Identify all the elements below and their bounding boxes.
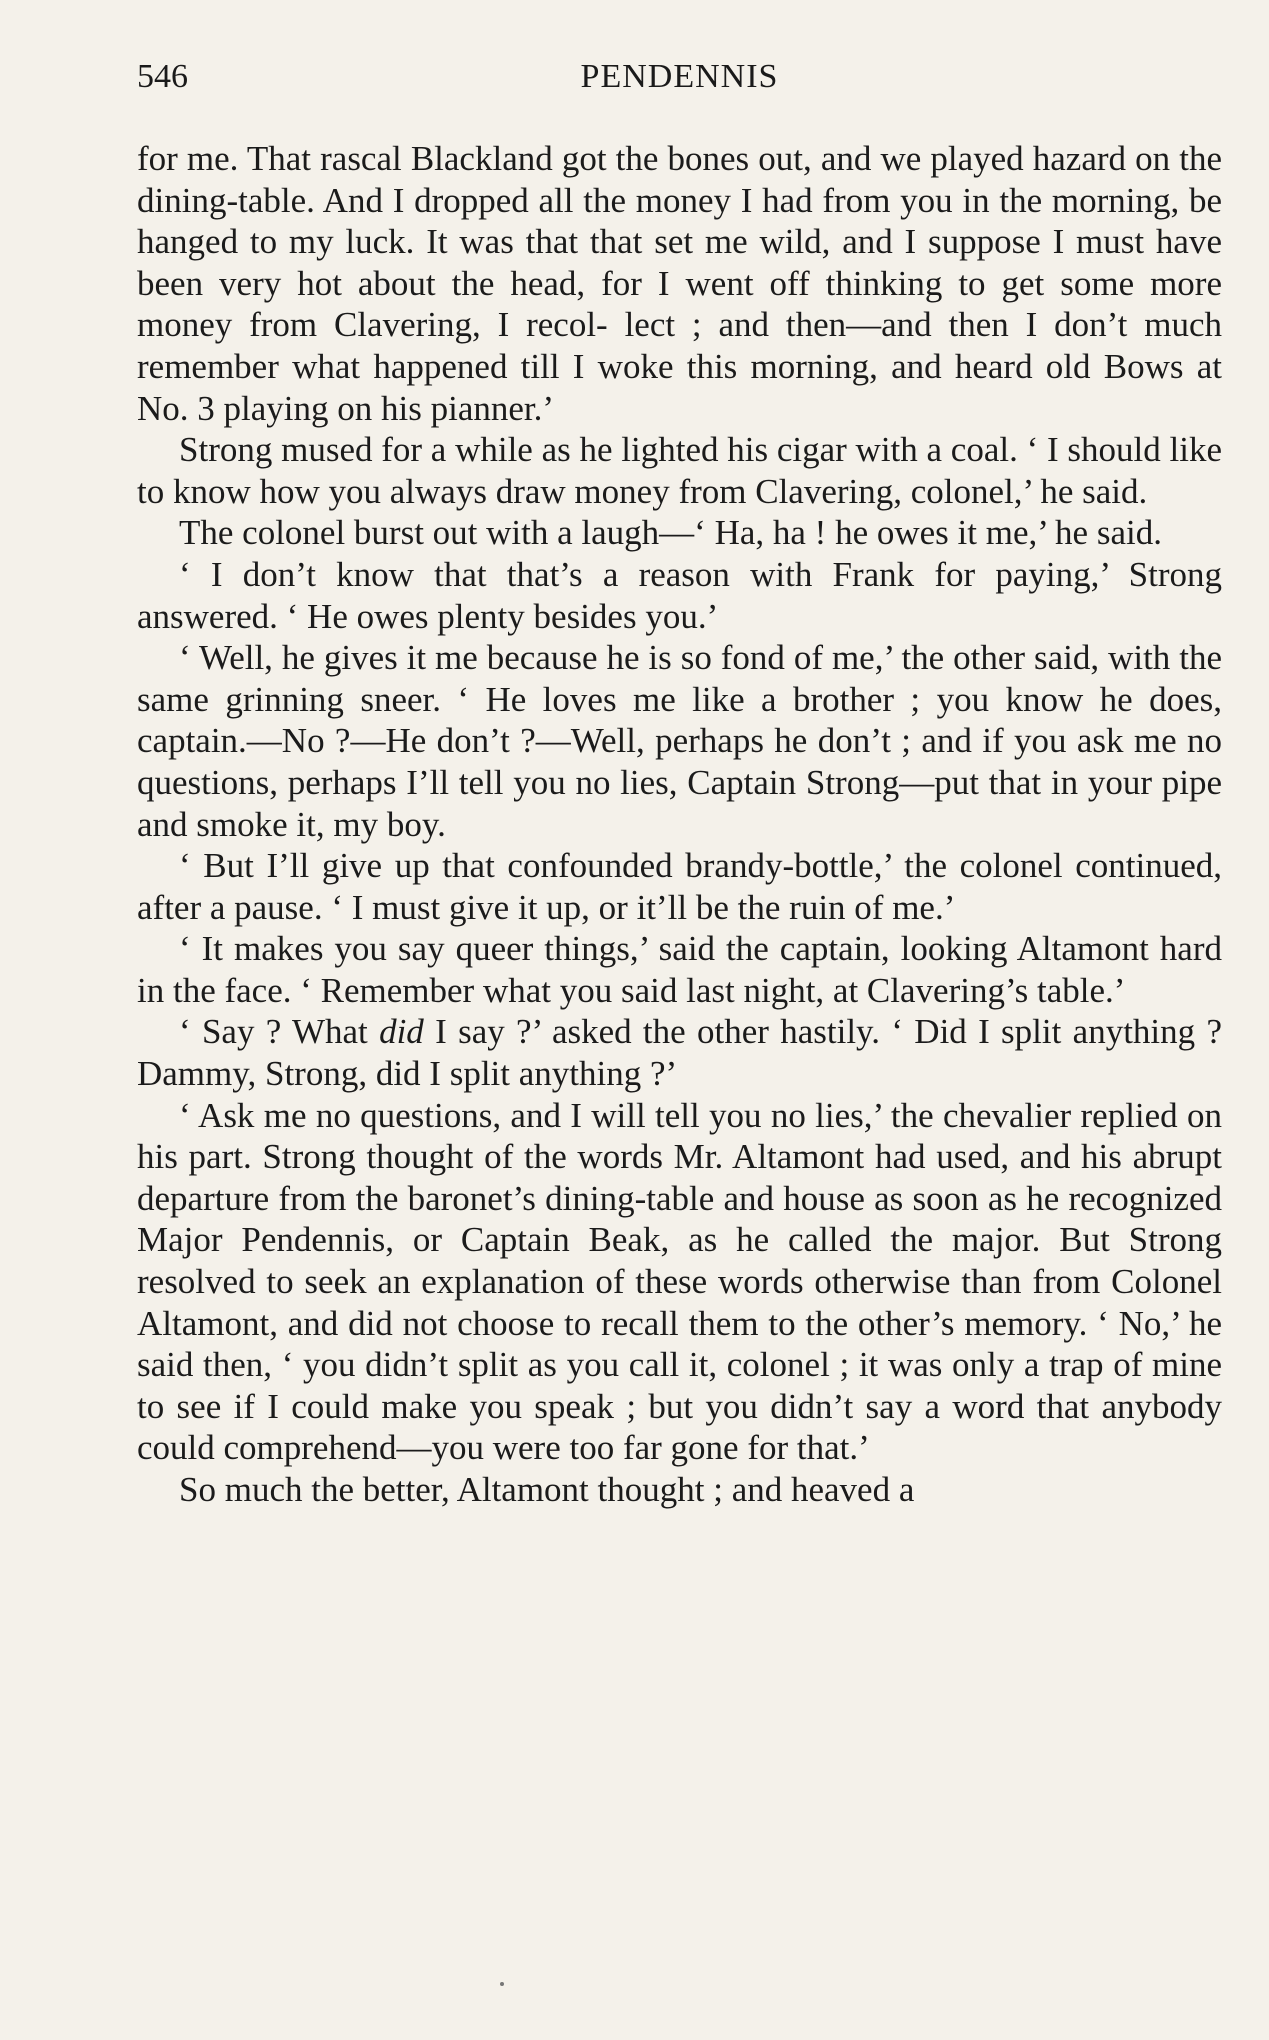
running-title: PENDENNIS <box>580 58 779 95</box>
paragraph: for me. That rascal Blackland got the bones out, and we played hazard on the dining-table. And I dropped all the money I had from you in the morning, be hanged to my luck. It was that that set me wild, and I suppose I must have been very hot about the head, for I went off thinking to get some more money from Clavering, I recol- lect ; and then—and then I don’t much remember what happened till I woke this morning, and heard old Bows at No. 3 playing on his pianner.’ <box>137 139 1222 428</box>
paragraph: ‘ But I’ll give up that confounded brandy-bottle,’ the colonel continued, after a pause. ‘ I must give it up, or it’ll be the ruin of me.’ <box>137 846 1222 927</box>
page-number: 546 <box>137 58 188 95</box>
paragraph: ‘ I don’t know that that’s a reason with Frank for paying,’ Strong answered. ‘ He owes plenty besides you.’ <box>137 554 1222 636</box>
paragraph: ‘ Ask me no questions, and I will tell you no lies,’ the chevalier replied on his part. Strong thought of the words Mr. Altamont had used, and his abrupt departure from the baronet’s dining-table and house as soon as he recognized Major Pendennis, or Captain Beak, as he called the major. But Strong resolved to seek an explanation of these words otherwise than from Colonel Altamont, and did not choose to recall them to the other’s memory. ‘ No,’ he said then, ‘ you didn’t split as you call it, colonel ; it was only a trap of mine to see if I could make you speak ; but you didn’t say a word that anybody could comprehend—you were too far gone for that.’ <box>137 1095 1222 1468</box>
print-speck <box>500 1982 504 1986</box>
paragraph: ‘ Well, he gives it me because he is so fond of me,’ the other said, with the same grinning sneer. ‘ He loves me like a brother ; you know he does, captain.—No ?—He don’t ?—Well, perhaps he don’t ; and if you ask me no questions, perhaps I’ll tell you no lies, Captain Strong—put that in your pipe and smoke it, my boy. <box>137 638 1222 844</box>
paragraph: The colonel burst out with a laugh—‘ Ha, ha ! he owes it me,’ he said. <box>179 513 1162 553</box>
paragraph-text: I say ?’ asked the other hastily. ‘ Did I split anything ? Dammy, Strong, did I split anything ?’ <box>137 1012 1222 1094</box>
paragraph: Strong mused for a while as he lighted his cigar with a coal. ‘ I should like to know how you always draw money from Clavering, colonel,’ he said. <box>137 430 1222 511</box>
paragraph-last-line: So much the better, Altamont thought ; and heaved a <box>179 1470 915 1509</box>
paragraph-text: ‘ Say ? What <box>179 1012 380 1052</box>
paragraph <box>137 1011 1222 1094</box>
page-header <box>137 58 1222 106</box>
italic-word: did <box>379 1012 424 1052</box>
body-text <box>137 138 1222 1511</box>
paragraph: ‘ It makes you say queer things,’ said the captain, looking Altamont hard in the face. ‘ Remember what you said last night, at Clavering’s table.’ <box>137 929 1222 1010</box>
